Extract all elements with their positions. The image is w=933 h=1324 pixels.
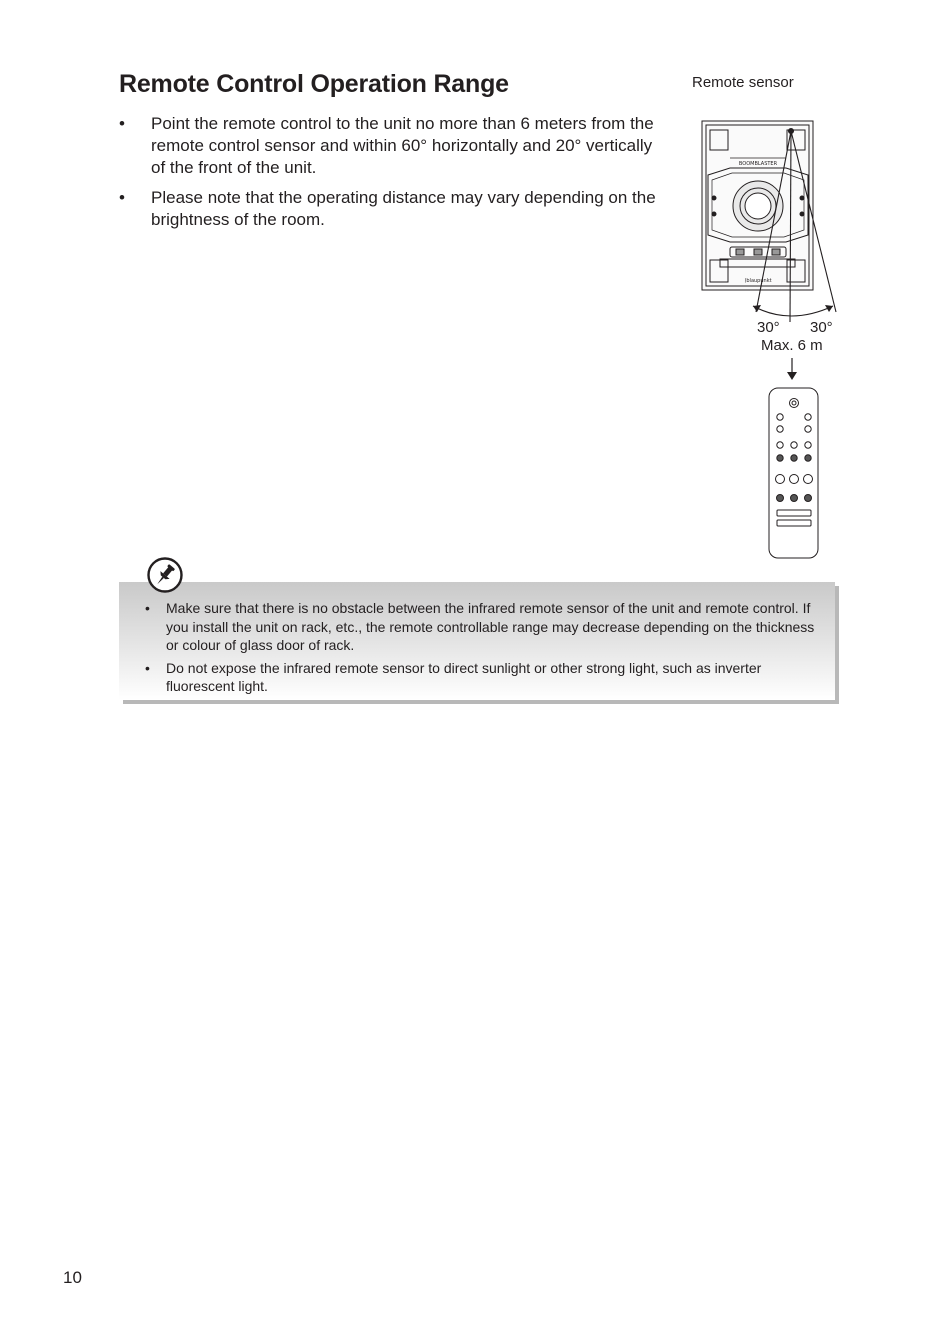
list-item bbox=[119, 187, 659, 231]
remote-sensor-label: Remote sensor bbox=[692, 74, 794, 91]
angle-right-label: 30° bbox=[810, 319, 833, 336]
operation-range-diagram bbox=[680, 70, 930, 570]
note-item-text: Make sure that there is no obstacle between the infrared remote sensor of the unit and remote control. If you install the unit on rack, etc., the remote controllable range may decrease depending on the thickness or colour of glass door of rack. bbox=[166, 600, 815, 653]
page-number: 10 bbox=[63, 1268, 82, 1287]
bullet-marker: • bbox=[119, 188, 125, 207]
note-item-text: Do not expose the infrared remote sensor to direct sunlight or other strong light, such as inverter fluorescent light. bbox=[166, 659, 762, 694]
note-item bbox=[145, 659, 825, 696]
remote-control-illustration bbox=[769, 388, 818, 558]
pushpin-icon bbox=[146, 556, 184, 594]
bullet-marker: • bbox=[145, 659, 150, 676]
list-item-text: Please note that the operating distance may vary depending on the brightness of the room. bbox=[151, 188, 656, 229]
note-list bbox=[145, 599, 825, 700]
angle-left-label: 30° bbox=[757, 319, 780, 336]
speaker-unit-illustration bbox=[702, 121, 813, 290]
bullet-marker: • bbox=[145, 600, 150, 616]
arrow-to-remote-icon bbox=[787, 358, 797, 380]
svg-text:)blaupunkt: )blaupunkt bbox=[744, 278, 772, 284]
instruction-list bbox=[119, 113, 659, 239]
max-distance-label: Max. 6 m bbox=[761, 337, 823, 354]
list-item bbox=[119, 113, 659, 179]
bullet-marker: • bbox=[119, 114, 125, 133]
diagram-illustration bbox=[680, 70, 930, 570]
list-item-text: Point the remote control to the unit no more than 6 meters from the remote control sensor and within 60° horizontally and 20° vertically of the front of the unit. bbox=[151, 114, 654, 177]
note-item bbox=[145, 599, 825, 655]
svg-text:BOOMBLASTER: BOOMBLASTER bbox=[738, 161, 778, 167]
page-title: Remote Control Operation Range bbox=[119, 70, 509, 98]
